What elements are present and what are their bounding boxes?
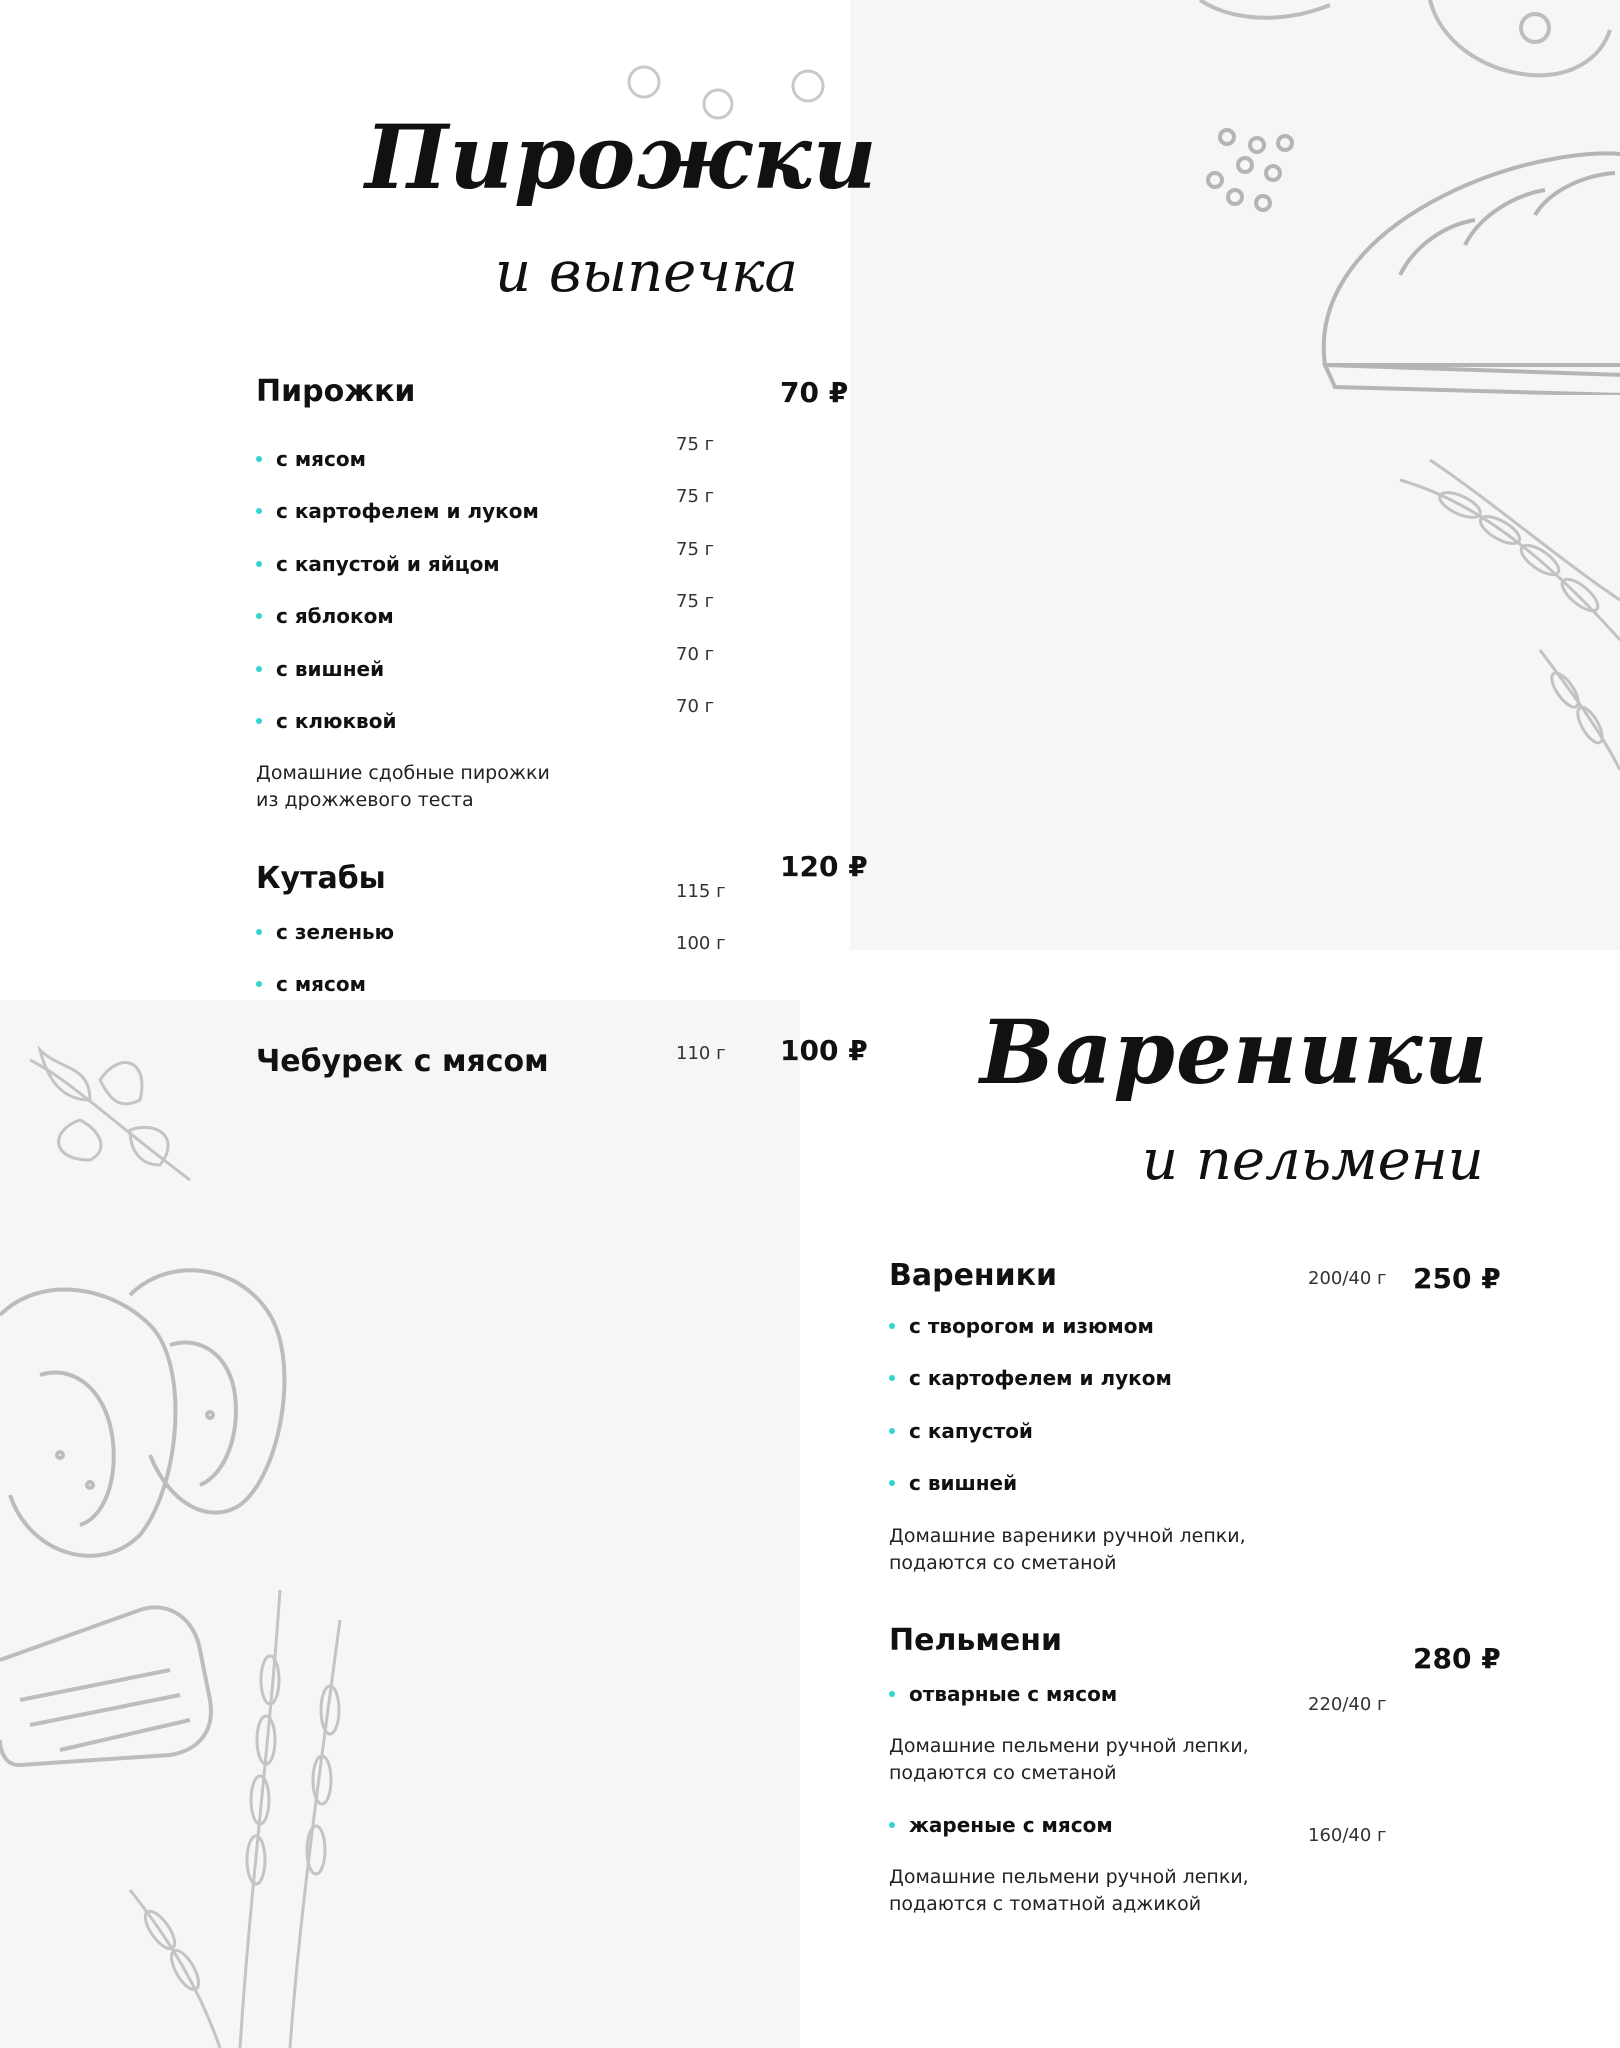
variant-label: отварные с мясом [909,1682,1118,1706]
wheat-illustration-bottom-left [90,1590,380,2048]
variant-weight: 75 г [676,486,715,507]
variant-label: с яблоком [276,604,394,628]
variant-pelmeni-fried-meat [889,1813,1113,1837]
item-name-cheburek: Чебурек с мясом [256,1044,549,1079]
variant-label: с клюквой [276,709,397,733]
rolling-pin-illustration [1190,0,1620,110]
variant-pirozhki-cherry [256,657,384,681]
bullet-dot [889,1428,895,1434]
bullet-dot [889,1691,895,1697]
bullet-dot [256,456,262,462]
variant-vareniki-cabbage [889,1419,1033,1443]
variant-weight: 70 г [676,696,715,717]
section-subtitle-vypechka: и выпечка [495,240,798,305]
variant-weight: 160/40 г [1308,1825,1387,1846]
description-line: подаются со сметаной [889,1762,1117,1784]
wheat-illustration-top-right [1390,440,1620,770]
bread-loaf-illustration [1205,125,1620,395]
variant-label: с вишней [276,657,385,681]
variant-label: с творогом и изюмом [909,1314,1154,1338]
item-description-pelmeni-fried [889,1864,1249,1918]
item-name-vareniki: Вареники [889,1258,1058,1293]
item-name-pelmeni: Пельмени [889,1623,1063,1658]
variant-weight: 75 г [676,539,715,560]
description-line: подаются со сметаной [889,1552,1117,1574]
variant-pirozhki-meat [256,447,366,471]
bullet-dot [889,1323,895,1329]
description-line: Домашние вареники ручной лепки, [889,1525,1246,1547]
item-price-pirozhki: 70 ₽ [780,376,849,409]
variant-weight: 220/40 г [1308,1694,1387,1715]
item-weight-vareniki: 200/40 г [1308,1268,1387,1289]
bullet-dot [256,981,262,987]
item-description-pirozhki [256,760,550,814]
bullet-dot [256,718,262,724]
variant-weight: 75 г [676,591,715,612]
item-price-cheburek: 100 ₽ [780,1034,868,1067]
item-name-kutaby: Кутабы [256,861,386,896]
variant-weight: 100 г [676,933,726,954]
description-line: из дрожжевого теста [256,789,474,811]
description-line: подаются с томатной аджикой [889,1893,1202,1915]
item-weight-cheburek: 110 г [676,1043,726,1064]
variant-label: с картофелем и луком [276,499,539,523]
variant-vareniki-cherry [889,1471,1017,1495]
description-line: Домашние пельмени ручной лепки, [889,1735,1249,1757]
bullet-dot [256,929,262,935]
variant-pirozhki-potato-onion [256,499,539,523]
bullet-dot [256,561,262,567]
section-title-vareniki: Вареники [980,1000,1489,1104]
variant-label: с вишней [909,1471,1018,1495]
variant-label: с картофелем и луком [909,1366,1172,1390]
variant-weight: 115 г [676,881,726,902]
variant-kutaby-meat [256,972,366,996]
bullet-dot [256,666,262,672]
description-line: Домашние пельмени ручной лепки, [889,1866,1249,1888]
variant-weight: 70 г [676,644,715,665]
variant-label: с зеленью [276,920,395,944]
section-title-pirozhki: Пирожки [365,105,878,209]
bullet-dot [256,508,262,514]
item-price-pelmeni: 280 ₽ [1413,1642,1501,1675]
item-name-pirozhki: Пирожки [256,374,416,409]
variant-kutaby-greens [256,920,394,944]
variant-vareniki-potato-onion [889,1366,1172,1390]
variant-pelmeni-boiled-meat [889,1682,1117,1706]
variant-vareniki-curd-raisins [889,1314,1154,1338]
description-line: Домашние сдобные пирожки [256,762,550,784]
bullet-dot [889,1375,895,1381]
item-description-pelmeni-boiled [889,1733,1249,1787]
bullet-dot [256,613,262,619]
variant-pirozhki-cabbage-egg [256,552,500,576]
variant-pirozhki-cranberry [256,709,396,733]
variant-label: с капустой [909,1419,1033,1443]
variant-label: жареные с мясом [909,1813,1113,1837]
variant-label: с мясом [276,447,366,471]
variant-weight: 75 г [676,434,715,455]
item-price-vareniki: 250 ₽ [1413,1262,1501,1295]
item-description-vareniki [889,1523,1246,1577]
bullet-dot [889,1480,895,1486]
variant-label: с капустой и яйцом [276,552,500,576]
item-price-kutaby: 120 ₽ [780,850,868,883]
bread-rolls-illustration [0,1255,290,1565]
bullet-dot [889,1822,895,1828]
parsley-illustration [20,1040,200,1190]
section-subtitle-pelmeni: и пельмени [1142,1128,1484,1193]
variant-label: с мясом [276,972,366,996]
variant-pirozhki-apple [256,604,394,628]
